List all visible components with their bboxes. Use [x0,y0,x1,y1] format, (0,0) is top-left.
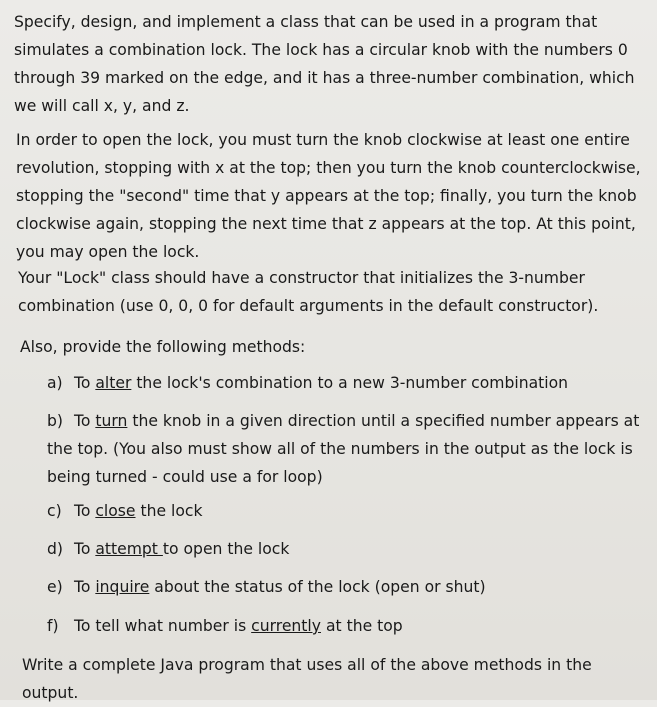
item-label: b) [47,412,63,430]
keyword: close [95,502,136,520]
methods-intro: Also, provide the following methods: [20,338,306,356]
closing-instruction: Write a complete Java program that uses all of the above methods in the output. [22,656,592,702]
method-item-f: f) To tell what number is currently at the top [47,612,642,640]
method-item-b: b) To turn the knob in a given direction until a specified number appears at the top. (You also must show all of the numbers in the output as the lock is being turned - could use a for loop) [47,407,642,491]
keyword: attempt [95,540,163,558]
item-label: d) [47,540,63,558]
keyword: inquire [95,578,150,596]
keyword: currently [251,617,321,635]
item-label: c) [47,502,62,520]
keyword: alter [95,374,132,392]
method-item-d: d) To attempt to open the lock [47,535,642,563]
method-item-e: e) To inquire about the status of the lock (open or shut) [47,573,642,601]
constructor-paragraph: Your "Lock" class should have a constructor that initializes the 3-number combination (use 0, 0, 0 for default arguments in the default constructor). [18,269,599,315]
method-item-c: c) To close the lock [47,497,642,525]
item-label: e) [47,578,63,596]
keyword: turn [95,412,128,430]
method-item-a: a) To alter the lock's combination to a new 3-number combination [47,369,642,397]
item-label: f) [47,617,59,635]
item-label: a) [47,374,63,392]
instructions-paragraph: In order to open the lock, you must turn the knob clockwise at least one entire revolution, stopping with x at the top; then you turn the knob counterclockwise, stopping the "second" time that y appears at the top; finally, you turn the knob clockwise again, stopping the next time that z appears at the top. At this point, you may open the lock. [16,131,641,261]
intro-paragraph: Specify, design, and implement a class that can be used in a program that simulates a combination lock. The lock has a circular knob with the numbers 0 through 39 marked on the edge, and it has a three-number combination, which we will call x, y, and z. [14,13,635,115]
